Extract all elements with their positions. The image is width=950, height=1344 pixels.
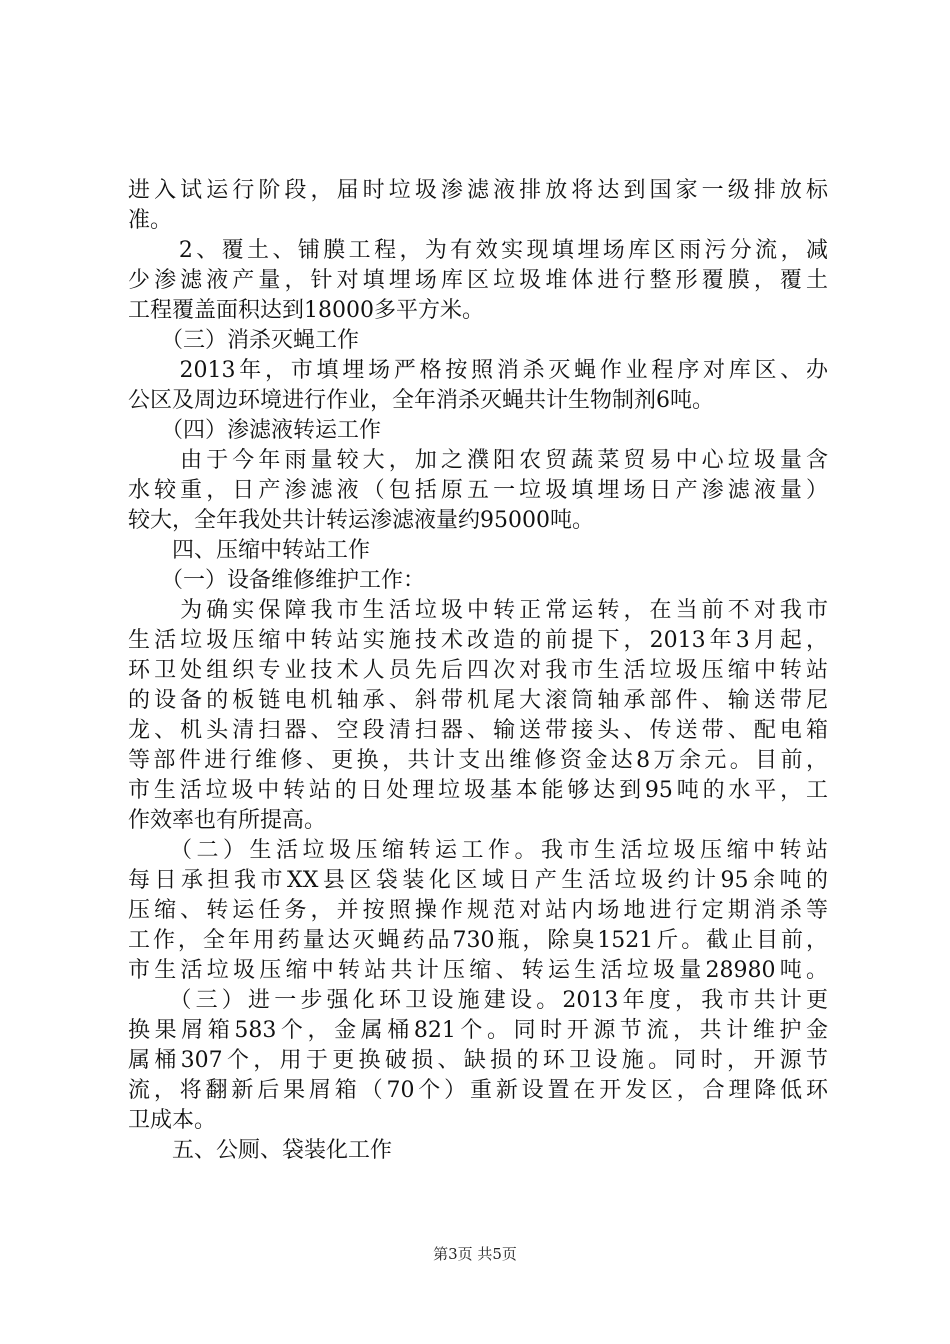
text-line: 生活垃圾压缩中转站实施技术改造的前提下，2013年3月起， — [128, 628, 828, 653]
text-line: 卫成本。 — [128, 1108, 217, 1133]
section-heading: （三）消杀灭蝇工作 — [128, 328, 360, 353]
text-line: 较大，全年我处共计转运渗滤液量约95000吨。 — [128, 508, 594, 533]
text-line: 等部件进行维修、更换，共计支出维修资金达8万余元。目前， — [128, 748, 828, 773]
text-line: 水较重，日产渗滤液（包括原五一垃圾填埋场日产渗滤液量） — [128, 478, 828, 503]
page-number-footer: 第3页 共5页 — [433, 1245, 517, 1263]
text-line: 环卫处组织专业技术人员先后四次对我市生活垃圾压缩中转站 — [128, 658, 828, 683]
text-line: 2013年，市填埋场严格按照消杀灭蝇作业程序对库区、办 — [128, 358, 828, 383]
text-line: 2、覆土、铺膜工程，为有效实现填埋场库区雨污分流，减 — [128, 238, 828, 263]
text-line: 的设备的板链电机轴承、斜带机尾大滚筒轴承部件、输送带尼 — [128, 688, 828, 713]
section-heading: （四）渗滤液转运工作 — [128, 418, 382, 443]
text-line: 属桶307个，用于更换破损、缺损的环卫设施。同时，开源节 — [128, 1048, 828, 1073]
text-line: 龙、机头清扫器、空段清扫器、输送带接头、传送带、配电箱 — [128, 718, 828, 743]
text-line: 由于今年雨量较大，加之濮阳农贸蔬菜贸易中心垃圾量含 — [128, 448, 828, 473]
text-line: （三）进一步强化环卫设施建设。2013年度，我市共计更 — [128, 988, 828, 1013]
section-heading: 五、公厕、袋装化工作 — [128, 1138, 393, 1163]
text-line: 工作，全年用药量达灭蝇药品730瓶，除臭1521斤。截止目前， — [128, 928, 828, 953]
text-line: （二）生活垃圾压缩转运工作。我市生活垃圾压缩中转站 — [128, 838, 828, 863]
text-line: 市生活垃圾压缩中转站共计压缩、转运生活垃圾量28980吨。 — [128, 958, 828, 983]
section-heading: 四、压缩中转站工作 — [128, 538, 371, 563]
text-line: 公区及周边环境进行作业，全年消杀灭蝇共计生物制剂6吨。 — [128, 388, 714, 413]
document-body — [128, 176, 828, 1166]
text-line: 作效率也有所提高。 — [128, 808, 327, 833]
text-line: 换果屑箱583个，金属桶821个。同时开源节流，共计维护金 — [128, 1018, 828, 1043]
text-line: 每日承担我市XX县区袋装化区域日产生活垃圾约计95余吨的 — [128, 868, 828, 893]
text-line: 准。 — [128, 208, 173, 233]
text-line: 为确实保障我市生活垃圾中转正常运转，在当前不对我市 — [128, 598, 828, 623]
section-heading: （一）设备维修维护工作： — [128, 568, 426, 593]
text-line: 进入试运行阶段，届时垃圾渗滤液排放将达到国家一级排放标 — [128, 178, 828, 203]
text-line: 工程覆盖面积达到18000多平方米。 — [128, 298, 484, 323]
text-line: 流，将翻新后果屑箱（70个）重新设置在开发区，合理降低环 — [128, 1078, 828, 1103]
text-line: 市生活垃圾中转站的日处理垃圾基本能够达到95吨的水平，工 — [128, 778, 828, 803]
text-line: 压缩、转运任务，并按照操作规范对站内场地进行定期消杀等 — [128, 898, 828, 923]
text-line: 少渗滤液产量，针对填埋场库区垃圾堆体进行整形覆膜，覆土 — [128, 268, 828, 293]
